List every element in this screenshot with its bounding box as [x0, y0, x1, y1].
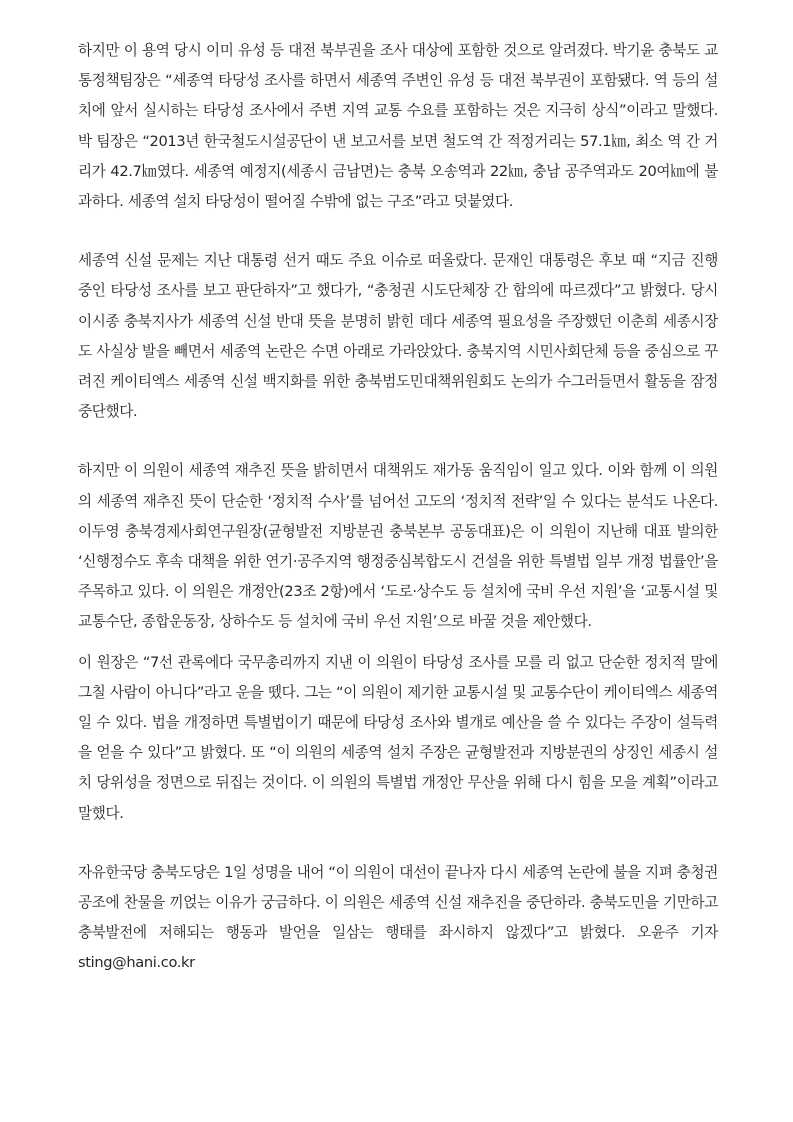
- paragraph-3: 하지만 이 의원이 세종역 재추진 뜻을 밝히면서 대책위도 재가동 움직임이 일고 있다. 이와 함께 이 의원의 세종역 재추진 뜻이 단순한 ‘정치적 수사’를 넘어선 고도의 ‘정치적 전략’일 수 있다는 분석도 나온다. 이두영 충북경제사회연구원장(균형발전 지방분권 충북본부 공동대표)은 이 의원이 지난해 대표 발의한 ‘신행정수도 후속 대책을 위한 연기·공주지역 행정중심복합도시 건설을 위한 특별법 일부 개정 법률안’을 주목하고 있다. 이 의원은 개정안(23조 2항)에서 ‘도로·상수도 등 설치에 국비 우선 지원’을 ‘교통시설 및 교통수단, 종합운동장, 상하수도 등 설치에 국비 우선 지원’으로 바꿀 것을 제안했다.: [78, 462, 718, 631]
- paragraph-2: 세종역 신설 문제는 지난 대통령 선거 때도 주요 이슈로 떠올랐다. 문재인 대통령은 후보 때 “지금 진행 중인 타당성 조사를 보고 판단하자”고 했다가, “충청권 시도단체장 간 합의에 따르겠다”고 밝혔다. 당시 이시종 충북지사가 세종역 신설 반대 뜻을 분명히 밝힌 데다 세종역 필요성을 주장했던 이춘희 세종시장도 사실상 발을 빼면서 세종역 논란은 수면 아래로 가라앉았다. 충북지역 시민사회단체 등을 중심으로 꾸려진 케이티엑스 세종역 신설 백지화를 위한 충북범도민대책위원회도 논의가 수그러들면서 활동을 잠정 중단했다.: [78, 252, 718, 421]
- paragraph-5: 자유한국당 충북도당은 1일 성명을 내어 “이 의원이 대선이 끝나자 다시 세종역 논란에 불을 지펴 충청권 공조에 찬물을 끼얹는 이유가 궁금하다. 이 의원은 세종역 신설 재추진을 중단하라. 충북도민을 기만하고 충북발전에 저해되는 행동과 발언을 일삼는 행태를 좌시하지 않겠다”고 밝혔다. 오윤주 기자 sting@hani.co.kr: [78, 863, 718, 972]
- article-body: [78, 36, 718, 979]
- paragraph-1: 하지만 이 용역 당시 이미 유성 등 대전 북부권을 조사 대상에 포함한 것으로 알려졌다. 박기윤 충북도 교통정책팀장은 “세종역 타당성 조사를 하면서 세종역 주변인 유성 등 대전 북부권이 포함됐다. 역 등의 설치에 앞서 실시하는 타당성 조사에서 주변 지역 교통 수요를 포함하는 것은 지극히 상식”이라고 말했다. 박 팀장은 “2013년 한국철도시설공단이 낸 보고서를 보면 철도역 간 적정거리는 57.1㎞, 최소 역 간 거리가 42.7㎞였다. 세종역 예정지(세종시 금남면)는 충북 오송역과 22㎞, 충남 공주역과도 20여㎞에 불과하다. 세종역 설치 타당성이 떨어질 수밖에 없는 구조”라고 덧붙였다.: [78, 42, 718, 211]
- paragraph-4: 이 원장은 “7선 관록에다 국무총리까지 지낸 이 의원이 타당성 조사를 모를 리 없고 단순한 정치적 말에 그칠 사람이 아니다”라고 운을 뗐다. 그는 “이 의원이 제기한 교통시설 및 교통수단이 케이티엑스 세종역일 수 있다. 법을 개정하면 특별법이기 때문에 타당성 조사와 별개로 예산을 쓸 수 있다는 주장이 설득력을 얻을 수 있다”고 밝혔다. 또 “이 의원의 세종역 설치 주장은 균형발전과 지방분권의 상징인 세종시 설치 당위성을 정면으로 뒤집는 것이다. 이 의원의 특별법 개정안 무산을 위해 다시 힘을 모을 계획”이라고 말했다.: [78, 653, 718, 822]
